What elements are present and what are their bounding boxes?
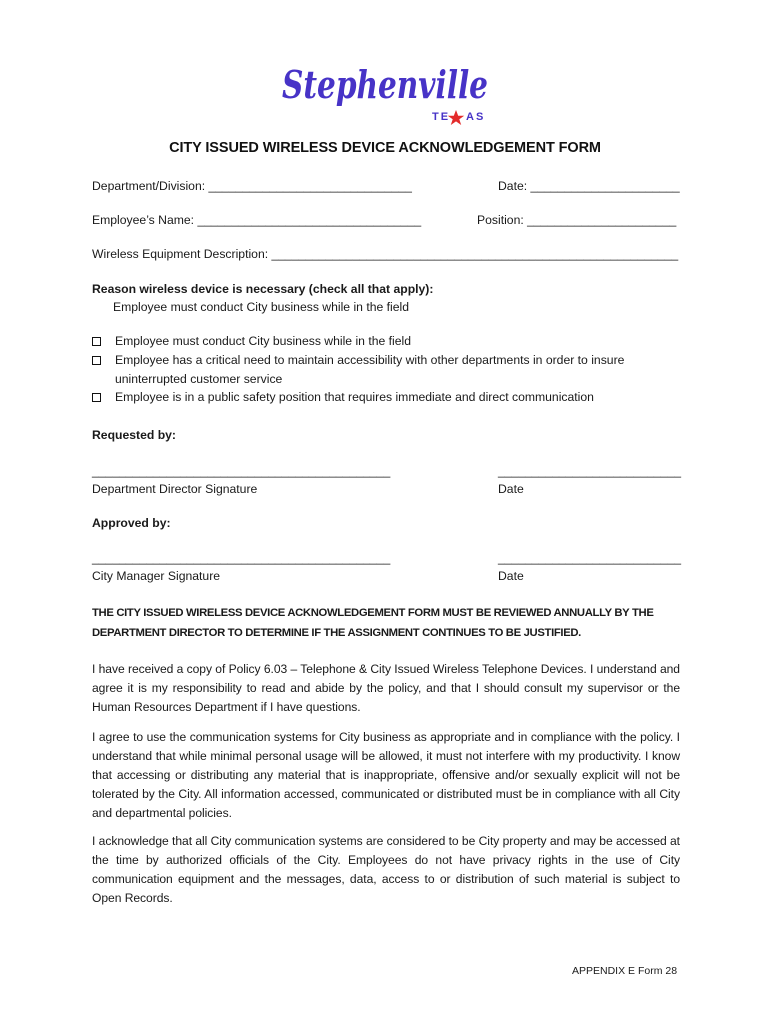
director-date-line[interactable]: ___________________________ [498,464,682,478]
reason-option-public-safety[interactable] [92,390,594,404]
checkbox[interactable] [92,337,101,346]
logo-sub-left: TE [432,111,451,123]
director-date-label: Date [498,482,524,496]
manager-date-line[interactable]: ___________________________ [498,551,682,565]
approved-by-heading: Approved by: [92,516,171,530]
equipment-description-field[interactable]: Wireless Equipment Description: ____________________________________________________________ [92,247,679,261]
option-label: Employee has a critical need to maintain accessibility with other departments in order to insure [115,353,625,367]
option-label: Employee must conduct City business while in the field [115,334,412,348]
date-field[interactable]: Date: ______________________ [498,179,680,193]
checkbox[interactable] [92,393,101,402]
notice-line-1: THE CITY ISSUED WIRELESS DEVICE ACKNOWLEDGEMENT FORM MUST BE REVIEWED ANNUALLY BY THE [92,607,654,619]
notice-line-2: DEPARTMENT DIRECTOR TO DETERMINE IF THE ASSIGNMENT CONTINUES TO BE JUSTIFIED. [92,627,581,639]
star-icon [448,110,464,125]
property-acknowledgement-paragraph: I acknowledge that all City communication systems are considered to be City property and may be accessed at the time by authorized officials of the City. Employees do not have privacy rights in the use of City communication equipment and the messages, data, access to or distribution of such material is subject to Open Records. [92,834,680,905]
department-field[interactable]: Department/Division: ______________________________ [92,179,412,193]
requested-by-heading: Requested by: [92,428,176,442]
manager-signature-line[interactable]: ____________________________________________ [92,551,391,565]
reason-option-accessibility[interactable] [92,353,624,367]
director-signature-label: Department Director Signature [92,482,258,496]
director-signature-line[interactable]: ____________________________________________ [92,464,391,478]
appendix-footer: APPENDIX E Form 28 [572,965,678,977]
stephenville-logo [278,52,492,128]
option-label: Employee is in a public safety position that requires immediate and direct communication [115,390,594,404]
position-field[interactable]: Position: ______________________ [477,213,677,227]
option-label-continued: uninterrupted customer service [115,372,283,386]
form-title: CITY ISSUED WIRELESS DEVICE ACKNOWLEDGEMENT FORM [169,140,601,156]
policy-receipt-paragraph: I have received a copy of Policy 6.03 – Telephone & City Issued Wireless Telephone Devices. I understand and agree it is my responsibility to read and abide by the policy, and that I should consult my supervisor or the Human Resources Department if I have questions. [92,662,680,714]
reason-subline: Employee must conduct City business while in the field [113,300,410,314]
employee-name-field[interactable]: Employee’s Name: _________________________________ [92,213,422,227]
manager-signature-label: City Manager Signature [92,569,221,583]
annual-review-notice [92,603,692,643]
manager-date-label: Date [498,569,524,583]
checkbox[interactable] [92,356,101,365]
usage-agreement-paragraph: I agree to use the communication systems for City business as appropriate and in compliance with the policy. I understand that while minimal personal usage will be allowed, it must not interfere with my productivity. I know that accessing or distributing any material that is inappropriate, offensive and/or sexually explicit will not be tolerated by the City. All information accessed, communicated or distributed must be in compliance with all City and departmental policies. [92,730,680,820]
reason-heading: Reason wireless device is necessary (check all that apply): [92,282,434,296]
reason-option-field-business[interactable] [92,334,411,348]
logo-script-text: Stephenville [282,62,488,107]
logo-sub-right: AS [466,111,486,123]
